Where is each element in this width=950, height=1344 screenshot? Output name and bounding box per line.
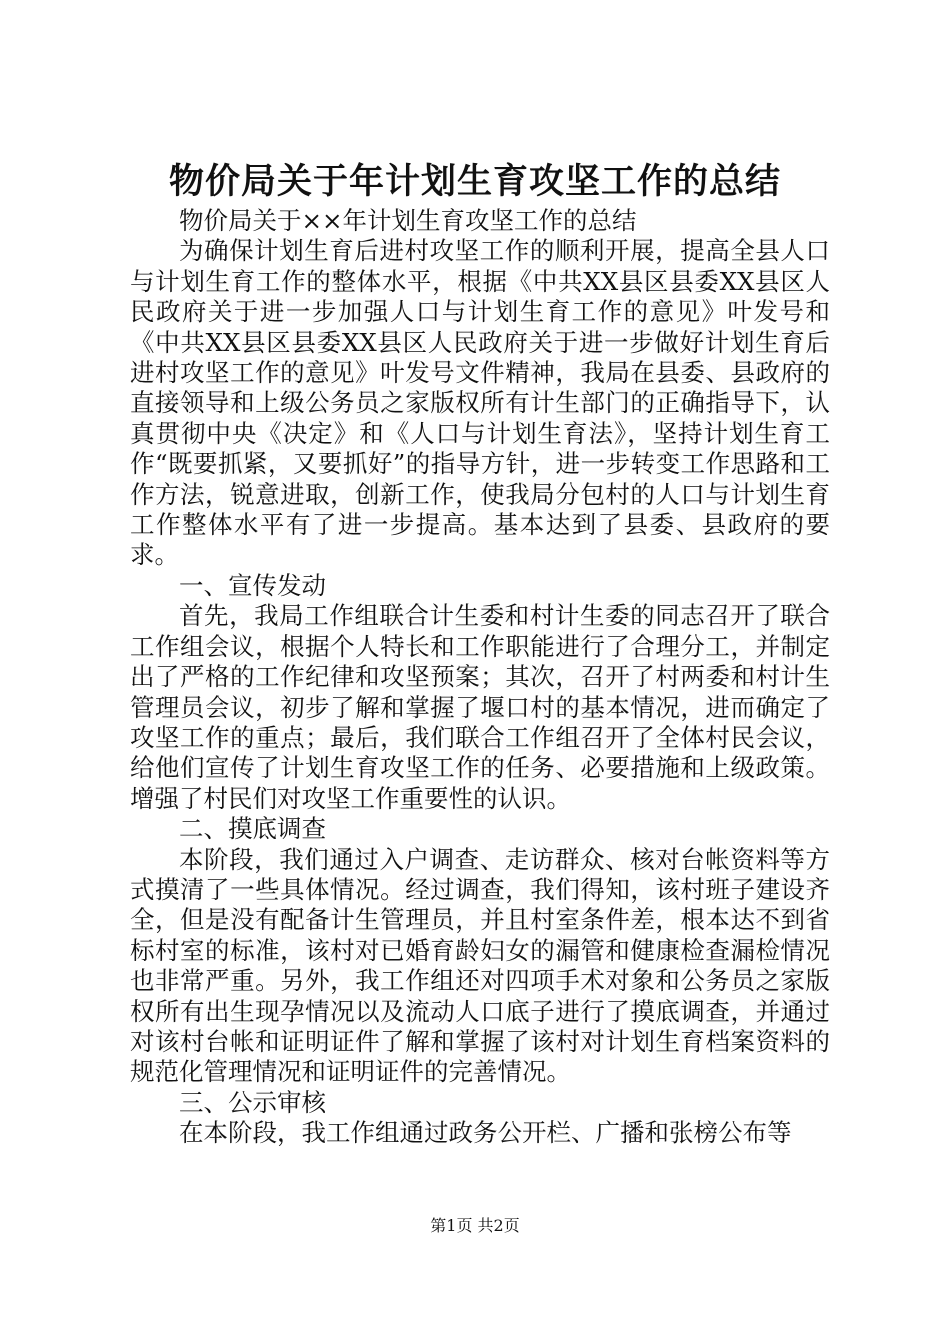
review-paragraph: 在本阶段，我工作组通过政务公开栏、广播和张榜公布等 <box>179 1118 792 1148</box>
subtitle-paragraph: 物价局关于××年计划生育攻坚工作的总结 <box>179 206 637 235</box>
document-title: 物价局关于年计划生育攻坚工作的总结 <box>168 162 781 202</box>
page-number-footer: 第1页 共2页 <box>430 1216 520 1235</box>
section-heading-survey: 二、摸底调查 <box>179 814 326 844</box>
survey-paragraph: 本阶段，我们通过入户调查、走访群众、核对台帐资料等方式摸清了一些具体情况。经过调查，我们得知，该村班子建设齐全，但是没有配备计生管理员，并且村室条件差，根本达不到省标村室的标准，该村对已婚育龄妇女的漏管和健康检查漏检情况也非常严重。另外，我工作组还对四项手术对象和公务员之家版权所有出生现孕情况以及流动人口底子进行了摸底调查，并通过对该村台帐和证明证件了解和掌握了该村对计划生育档案资料的规范化管理情况和证明证件的完善情况。 <box>130 844 830 1087</box>
intro-paragraph: 为确保计划生育后进村攻坚工作的顺利开展，提高全县人口与计划生育工作的整体水平，根据《中共XX县区县委XX县区人民政府关于进一步加强人口与计划生育工作的意见》叶发号和《中共XX县区县委XX县区人民政府关于进一步做好计划生育后进村攻坚工作的意见》叶发号文件精神，我局在县委、县政府的直接领导和上级公务员之家版权所有计生部门的正确指导下，认真贯彻中央《决定》和《人口与计划生育法》，坚持计划生育工作“既要抓紧，又要抓好”的指导方针，进一步转变工作思路和工作方法，锐意进取，创新工作，使我局分包村的人口与计划生育工作整体水平有了进一步提高。基本达到了县委、县政府的要求。 <box>130 236 830 570</box>
document-body <box>130 206 830 1149</box>
publicity-paragraph: 首先，我局工作组联合计生委和村计生委的同志召开了联合工作组会议，根据个人特长和工作职能进行了合理分工，并制定出了严格的工作纪律和攻坚预案；其次，召开了村两委和村计生管理员会议，初步了解和掌握了堰口村的基本情况，进而确定了攻坚工作的重点；最后，我们联合工作组召开了全体村民会议，给他们宣传了计划生育攻坚工作的任务、必要措施和上级政策。增强了村民们对攻坚工作重要性的认识。 <box>130 601 830 813</box>
section-heading-publicity: 一、宣传发动 <box>179 570 326 600</box>
section-heading-review: 三、公示审核 <box>179 1087 326 1117</box>
